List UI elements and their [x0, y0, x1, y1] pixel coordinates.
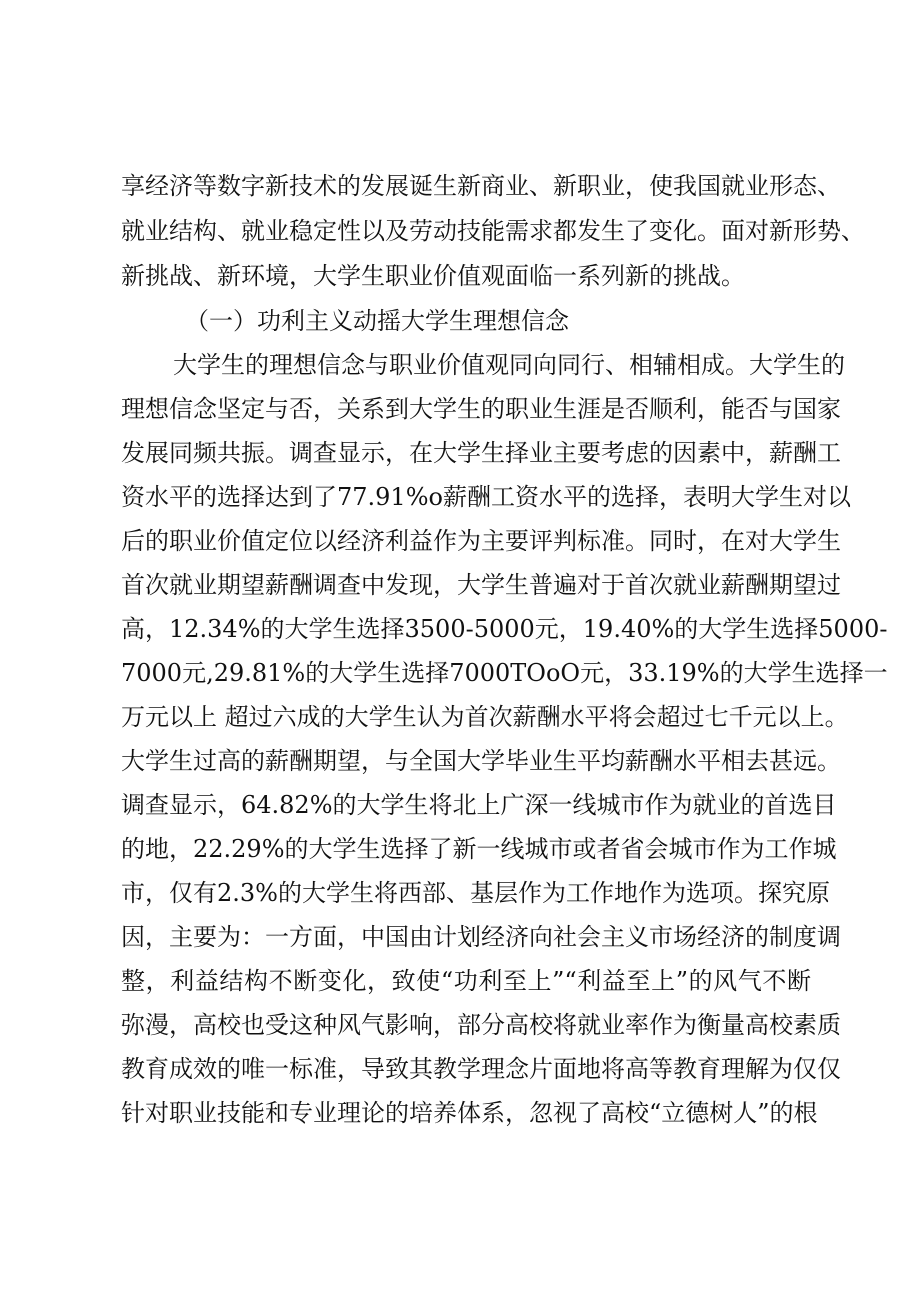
- text-line: 大学生过高的薪酬期望，与全国大学毕业生平均薪酬水平相去甚远。: [121, 747, 841, 775]
- text-line: 享经济等数字新技术的发展诞生新商业、新职业，使我国就业形态、: [121, 172, 841, 200]
- text-line: 整，利益结构不断变化，致使“功利至上”“利益至上”的风气不断: [121, 967, 811, 995]
- text-line: 7000元,29.81%的大学生选择7000TOoO元，33.19%的大学生选择一: [121, 659, 888, 687]
- text-line: 因，主要为：一方面，中国由计划经济向社会主义市场经济的制度调: [121, 923, 841, 951]
- text-line: 的地，22.29%的大学生选择了新一线城市或者省会城市作为工作城: [121, 835, 837, 863]
- text-line: 首次就业期望薪酬调查中发现，大学生普遍对于首次就业薪酬期望过: [121, 571, 841, 599]
- text-line: 新挑战、新环境，大学生职业价值观面临一系列新的挑战。: [121, 262, 745, 290]
- text-line: 资水平的选择达到了77.91%o薪酬工资水平的选择，表明大学生对以: [121, 483, 851, 511]
- text-line: 就业结构、就业稳定性以及劳动技能需求都发生了变化。面对新形势、: [121, 217, 865, 245]
- section-heading: （一）功利主义动摇大学生理想信念: [185, 307, 569, 335]
- text-line: 万元以上 超过六成的大学生认为首次薪酬水平将会超过七千元以上。: [121, 703, 849, 731]
- text-line: 发展同频共振。调查显示，在大学生择业主要考虑的因素中，薪酬工: [121, 439, 841, 467]
- text-line: 教育成效的唯一标准，导致其教学理念片面地将高等教育理解为仅仅: [121, 1055, 841, 1083]
- text-line: 弥漫，高校也受这种风气影响，部分高校将就业率作为衡量高校素质: [121, 1011, 841, 1039]
- text-line: 调查显示，64.82%的大学生将北上广深一线城市作为就业的首选目: [121, 791, 837, 819]
- text-line: 后的职业价值定位以经济利益作为主要评判标准。同时，在对大学生: [121, 527, 841, 555]
- text-line: 高，12.34%的大学生选择3500-5000元，19.40%的大学生选择5000-: [121, 615, 888, 643]
- text-line: 针对职业技能和专业理论的培养体系，忽视了高校“立德树人”的根: [121, 1099, 818, 1127]
- text-line: 理想信念坚定与否，关系到大学生的职业生涯是否顺利，能否与国家: [121, 395, 841, 423]
- paragraph-first-line: 大学生的理想信念与职业价值观同向同行、相辅相成。大学生的: [173, 351, 845, 379]
- text-line: 市，仅有2.3%的大学生将西部、基层作为工作地作为选项。探究原: [121, 879, 830, 907]
